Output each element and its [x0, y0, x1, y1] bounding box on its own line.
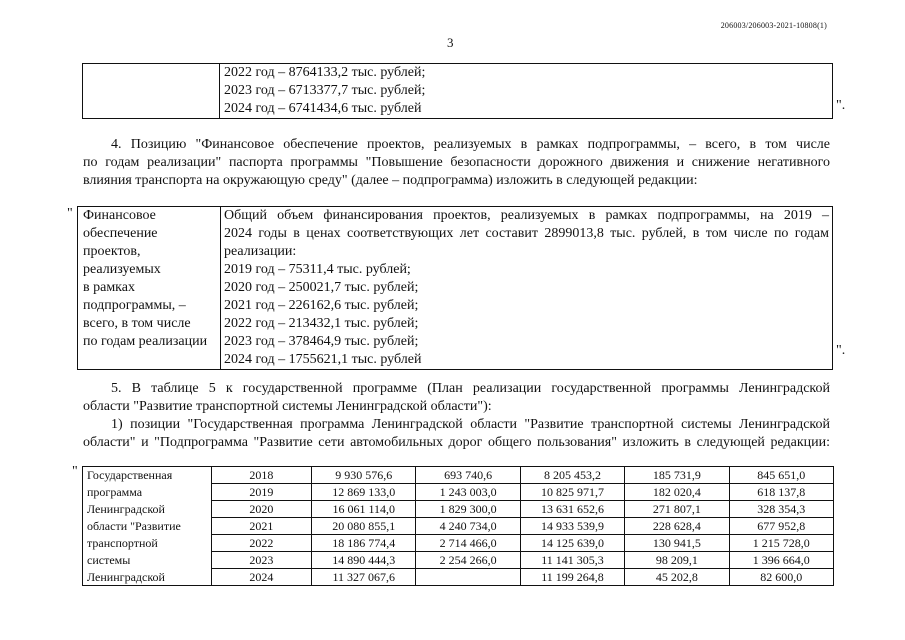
label-line: всего, в том числе — [83, 316, 191, 331]
program-name-line: области "Развитие — [83, 518, 212, 535]
amount-cell: 14 890 444,3 — [312, 552, 416, 569]
paragraph-line: 4. Позицию "Финансовое обеспечение проектов, реализуемых в рамках подпрограммы, – всего, в том числе — [111, 137, 830, 152]
amount-cell: 14 933 539,9 — [520, 518, 624, 535]
program-name-line: транспортной — [83, 535, 212, 552]
document-number: 206003/206003-2021-10808(1) — [720, 21, 827, 30]
amount-cell: 618 137,8 — [729, 484, 833, 501]
year-cell: 2018 — [211, 467, 311, 484]
amount-cell: 1 243 003,0 — [416, 484, 520, 501]
amount-cell: 8 205 453,2 — [520, 467, 624, 484]
table-row — [83, 552, 834, 569]
closing-quote: ". — [836, 98, 846, 113]
program-name-line: программа — [83, 484, 212, 501]
amount-cell: 1 396 664,0 — [729, 552, 833, 569]
value-line: 2022 год – 213432,1 тыс. рублей; — [224, 316, 419, 331]
paragraph-line: 5. В таблице 5 к государственной программе (План реализации государственной программы Ленинградской — [111, 381, 830, 396]
value-line: 2024 годы в ценах соответствующих лет составит 2899013,8 тыс. рублей, в том числе по годам — [224, 226, 829, 241]
amount-cell: 82 600,0 — [729, 569, 833, 586]
amount-cell — [416, 569, 520, 586]
paragraph-5 — [83, 380, 830, 452]
amount-cell: 271 807,1 — [625, 501, 729, 518]
value-line: реализации: — [224, 244, 297, 259]
amount-cell: 328 354,3 — [729, 501, 833, 518]
amount-cell: 185 731,9 — [625, 467, 729, 484]
amount-cell: 98 209,1 — [625, 552, 729, 569]
funding-table-continuation — [82, 63, 833, 119]
amount-cell: 2 254 266,0 — [416, 552, 520, 569]
year-cell: 2021 — [211, 518, 311, 535]
amount-cell: 16 061 114,0 — [312, 501, 416, 518]
amount-cell: 11 199 264,8 — [520, 569, 624, 586]
amount-cell: 12 869 133,0 — [312, 484, 416, 501]
funding-value-cell — [221, 207, 833, 370]
amount-cell: 18 186 774,4 — [312, 535, 416, 552]
amount-cell: 45 202,8 — [625, 569, 729, 586]
year-line: 2022 год – 8764133,2 тыс. рублей; — [224, 65, 426, 80]
label-line: в рамках — [83, 280, 135, 295]
value-line: 2021 год – 226162,6 тыс. рублей; — [224, 298, 419, 313]
amount-cell: 228 628,4 — [625, 518, 729, 535]
amount-cell: 11 327 067,6 — [312, 569, 416, 586]
label-line: обеспечение — [83, 226, 158, 241]
year-cell: 2023 — [211, 552, 311, 569]
amount-cell: 9 930 576,6 — [312, 467, 416, 484]
page-number: 3 — [447, 35, 454, 50]
table-row — [83, 501, 834, 518]
label-line: по годам реализации — [83, 334, 208, 349]
amount-cell: 4 240 734,0 — [416, 518, 520, 535]
amount-cell: 1 829 300,0 — [416, 501, 520, 518]
paragraph-line: 1) позиции "Государственная программа Ленинградской области "Развитие транспортной системы Ленинградской — [111, 417, 830, 432]
subprogram-funding-table — [77, 206, 833, 370]
paragraph-line: области" и "Подпрограмма "Развитие сети автомобильных дорог общего пользования" изложить в следующей редакции: — [83, 435, 830, 450]
funding-years-cell — [220, 64, 833, 119]
label-line: проектов, — [83, 244, 141, 259]
closing-quote: ". — [836, 343, 846, 358]
year-cell: 2020 — [211, 501, 311, 518]
amount-cell: 13 631 652,6 — [520, 501, 624, 518]
value-line: 2019 год – 75311,4 тыс. рублей; — [224, 262, 411, 277]
table-row — [83, 518, 834, 535]
opening-quote: " — [72, 464, 78, 479]
table-row — [83, 484, 834, 501]
amount-cell: 10 825 971,7 — [520, 484, 624, 501]
amount-cell: 20 080 855,1 — [312, 518, 416, 535]
amount-cell: 14 125 639,0 — [520, 535, 624, 552]
implementation-plan-table — [82, 466, 834, 586]
year-line: 2023 год – 6713377,7 тыс. рублей; — [224, 83, 426, 98]
amount-cell: 2 714 466,0 — [416, 535, 520, 552]
program-name-line: системы — [83, 552, 212, 569]
year-cell: 2019 — [211, 484, 311, 501]
funding-label-cell — [78, 207, 221, 370]
empty-label-cell — [83, 64, 220, 119]
table-row — [83, 535, 834, 552]
year-cell: 2022 — [211, 535, 311, 552]
program-name-line: Ленинградской — [83, 501, 212, 518]
amount-cell: 130 941,5 — [625, 535, 729, 552]
table-row — [83, 569, 834, 586]
label-line: реализуемых — [83, 262, 161, 277]
amount-cell: 845 651,0 — [729, 467, 833, 484]
program-name-line: Государственная — [83, 467, 212, 484]
amount-cell: 11 141 305,3 — [520, 552, 624, 569]
paragraph-line: влияния транспорта на окружающую среду" (далее – подпрограмма) изложить в следующей редакции: — [83, 173, 698, 188]
paragraph-line: области "Развитие транспортной системы Ленинградской области"): — [83, 399, 492, 414]
year-line: 2024 год – 6741434,6 тыс. рублей — [224, 101, 422, 116]
amount-cell: 693 740,6 — [416, 467, 520, 484]
label-line: Финансовое — [83, 208, 156, 223]
amount-cell: 1 215 728,0 — [729, 535, 833, 552]
program-name-line: Ленинградской — [83, 569, 212, 586]
value-line: Общий объем финансирования проектов, реализуемых в рамках подпрограммы, на 2019 – — [224, 208, 829, 223]
amount-cell: 182 020,4 — [625, 484, 729, 501]
value-line: 2020 год – 250021,7 тыс. рублей; — [224, 280, 419, 295]
year-cell: 2024 — [211, 569, 311, 586]
table-row — [83, 467, 834, 484]
value-line: 2023 год – 378464,9 тыс. рублей; — [224, 334, 419, 349]
paragraph-line: по годам реализации" паспорта программы "Повышение безопасности дорожного движения и снижение негативного — [83, 155, 830, 170]
opening-quote: " — [67, 206, 73, 221]
label-line: подпрограммы, – — [83, 298, 186, 313]
amount-cell: 677 952,8 — [729, 518, 833, 535]
paragraph-4 — [83, 136, 830, 190]
value-line: 2024 год – 1755621,1 тыс. рублей — [224, 352, 422, 367]
